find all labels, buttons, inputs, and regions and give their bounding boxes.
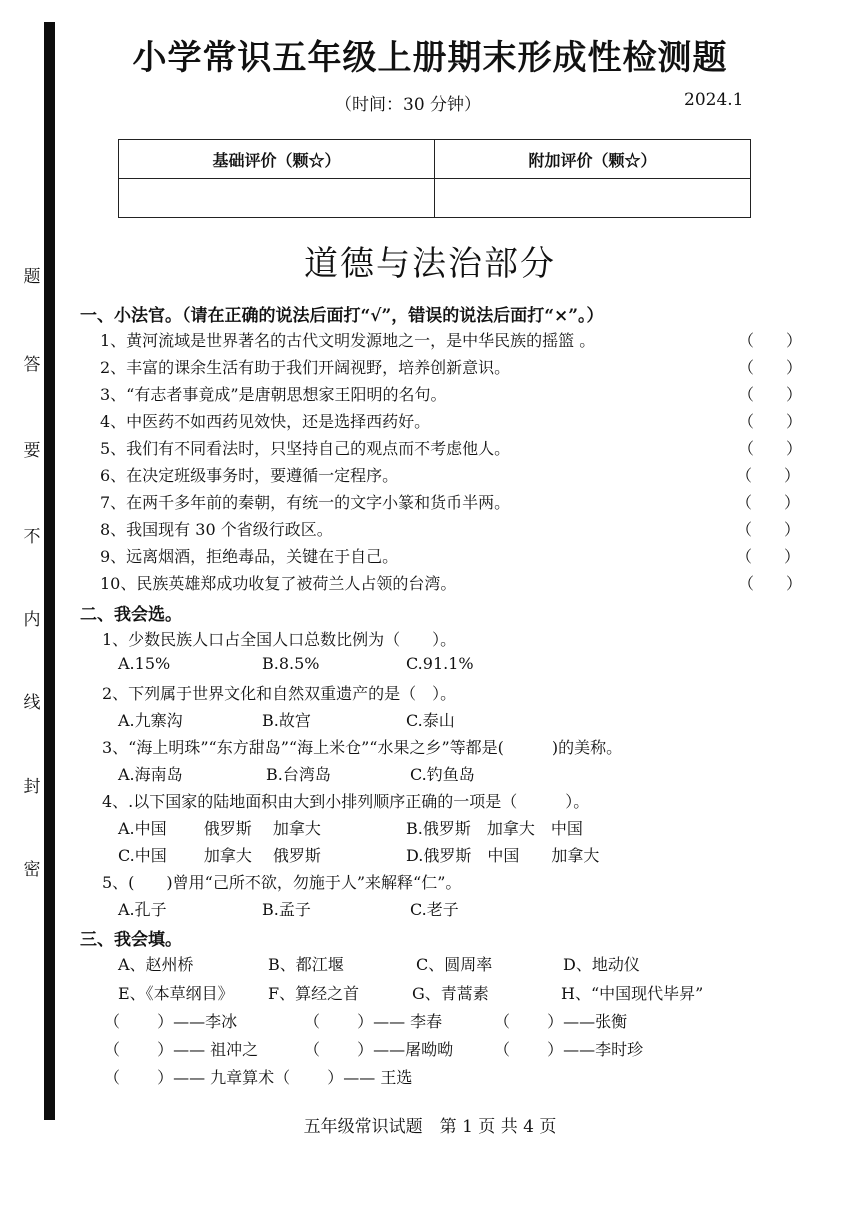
basic-eval-cell[interactable] (119, 179, 435, 218)
option[interactable]: C.中国 加拿大 俄罗斯 (118, 846, 321, 865)
part1-heading: 一、小法官。（请在正确的说法后面打“√”，错误的说法后面打“×”。） (80, 306, 604, 326)
page-footer: 五年级常识试题 第 1 页 共 4 页 (303, 1117, 557, 1137)
answer-paren[interactable]: （ ） (738, 574, 803, 593)
judge-item: 6、在决定班级事务时，要遵循一定程序。 (100, 466, 399, 485)
fill-blank[interactable]: （ ）——张衡 (494, 1012, 628, 1031)
binding-char: 内 (23, 610, 41, 630)
basic-eval-header: 基础评价（颗☆） (119, 140, 435, 179)
fill-option: H、“中国现代毕昇” (561, 984, 704, 1003)
fill-option: D、地动仪 (563, 955, 640, 974)
question: 2、下列属于世界文化和自然双重遗产的是（ ）。 (102, 684, 457, 703)
judge-item: 9、远离烟酒，拒绝毒品，关键在于自己。 (100, 547, 399, 566)
answer-paren[interactable]: （ ） (736, 547, 801, 566)
question: 1、少数民族人口占全国人口总数比例为（ ）。 (102, 630, 457, 649)
fill-blank[interactable]: （ ）——李冰 (104, 1012, 238, 1031)
page-title: 小学常识五年级上册期末形成性检测题 (132, 38, 728, 78)
binding-char: 要 (23, 441, 41, 461)
time-label: （时间：30 分钟） (335, 95, 482, 115)
option[interactable]: B.孟子 (262, 900, 311, 919)
fill-option: B、都江堰 (268, 955, 344, 974)
answer-paren[interactable]: （ ） (736, 520, 801, 539)
binding-char: 线 (23, 693, 41, 713)
section-title: 道德与法治部分 (304, 244, 556, 284)
option[interactable]: B.故宫 (262, 711, 311, 730)
option[interactable]: A.海南岛 (118, 765, 183, 784)
option[interactable]: B.俄罗斯 加拿大 中国 (406, 819, 583, 838)
fill-option: A、赵州桥 (118, 955, 194, 974)
binding-margin-bar (44, 22, 55, 1120)
answer-paren[interactable]: （ ） (738, 331, 803, 350)
option[interactable]: D.俄罗斯 中国 加拿大 (406, 846, 600, 865)
answer-paren[interactable]: （ ） (738, 385, 803, 404)
judge-item: 7、在两千多年前的秦朝，有统一的文字小篆和货币半两。 (100, 493, 511, 512)
fill-option: G、青蒿素 (412, 984, 489, 1003)
judge-item: 4、中医药不如西药见效快，还是选择西药好。 (100, 412, 431, 431)
option[interactable]: C.钓鱼岛 (410, 765, 475, 784)
answer-paren[interactable]: （ ） (738, 412, 803, 431)
fill-blank[interactable]: （ ）——屠呦呦 (304, 1040, 454, 1059)
question: 4、.以下国家的陆地面积由大到小排列顺序正确的一项是（ ）。 (102, 792, 590, 811)
option[interactable]: A.孔子 (118, 900, 167, 919)
fill-blank[interactable]: （ ）—— 祖冲之 (104, 1040, 259, 1059)
option[interactable]: B.8.5% (262, 654, 320, 673)
binding-char: 封 (23, 777, 41, 797)
fill-blank[interactable]: （ ）—— 李春 (304, 1012, 443, 1031)
option[interactable]: A.15% (118, 654, 171, 673)
binding-char: 不 (23, 527, 41, 547)
fill-option: F、算经之首 (268, 984, 360, 1003)
option[interactable]: C.泰山 (406, 711, 455, 730)
option[interactable]: A.九寨沟 (118, 711, 183, 730)
judge-item: 10、民族英雄郑成功收复了被荷兰人占领的台湾。 (100, 574, 457, 593)
evaluation-table (118, 139, 751, 218)
fill-blank[interactable]: （ ）—— 九章算术（ ）—— 王选 (104, 1068, 413, 1087)
binding-char: 密 (23, 860, 41, 880)
judge-item: 1、黄河流域是世界著名的古代文明发源地之一，是中华民族的摇篮 。 (100, 331, 596, 350)
part3-heading: 三、我会填。 (80, 930, 182, 950)
extra-eval-header: 附加评价（颗☆） (435, 140, 751, 179)
fill-option: E、《本草纲目》 (118, 984, 234, 1003)
option[interactable]: C.91.1% (406, 654, 474, 673)
part2-heading: 二、我会选。 (80, 605, 182, 625)
answer-paren[interactable]: （ ） (738, 358, 803, 377)
option[interactable]: C.老子 (410, 900, 459, 919)
judge-item: 5、我们有不同看法时，只坚持自己的观点而不考虑他人。 (100, 439, 511, 458)
binding-char: 题 (23, 267, 41, 287)
question: 3、“海上明珠”“东方甜岛”“海上米仓”“水果之乡”等都是( )的美称。 (102, 738, 623, 757)
fill-blank[interactable]: （ ）——李时珍 (494, 1040, 644, 1059)
judge-item: 2、丰富的课余生活有助于我们开阔视野，培养创新意识。 (100, 358, 511, 377)
binding-char: 答 (23, 355, 41, 375)
exam-date: 2024.1 (684, 90, 744, 110)
judge-item: 3、“有志者事竟成”是唐朝思想家王阳明的名句。 (100, 385, 447, 404)
fill-option: C、圆周率 (416, 955, 493, 974)
option[interactable]: A.中国 俄罗斯 加拿大 (118, 819, 321, 838)
extra-eval-cell[interactable] (435, 179, 751, 218)
judge-item: 8、我国现有 30 个省级行政区。 (100, 520, 333, 539)
question: 5、( )曾用“己所不欲，勿施于人”来解释“仁”。 (102, 873, 462, 892)
option[interactable]: B.台湾岛 (266, 765, 331, 784)
answer-paren[interactable]: （ ） (738, 439, 803, 458)
answer-paren[interactable]: （ ） (736, 493, 801, 512)
answer-paren[interactable]: （ ） (736, 466, 801, 485)
